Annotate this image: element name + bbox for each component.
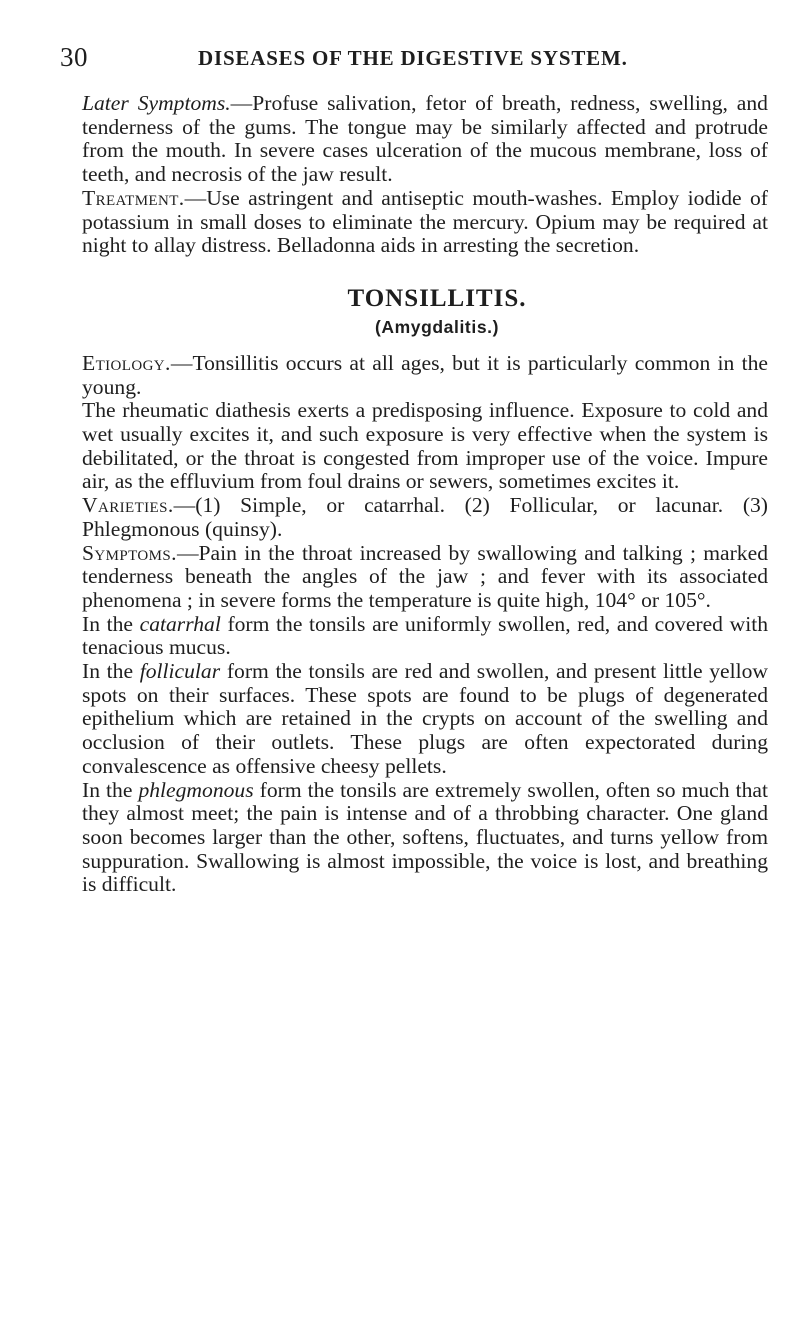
later-symptoms-paragraph [82, 92, 768, 187]
later-symptoms-text: —Profuse salivation, fetor of breath, redness, swelling, and tenderness of the gums. The tongue may be similarly affected and protrude from the mouth. In severe cases ulceration of the mucous membrane, loss of teeth, and necrosis of the jaw result. [82, 91, 768, 187]
varieties-lead: Varieties. [82, 493, 174, 518]
symptoms-lead: Symptoms. [82, 540, 177, 565]
follicular-paragraph [82, 660, 768, 779]
phlegmonous-term: phlegmonous [138, 777, 254, 802]
catarrhal-post: form the tonsils are uniformly swollen, red, and covered with tenacious mucus. [82, 611, 768, 660]
section-subtitle: (Amygdalitis.) [374, 316, 500, 337]
later-symptoms-lead: Later Symptoms. [82, 91, 231, 115]
rheumatic-paragraph [82, 399, 768, 494]
rheumatic-text: The rheumatic diathesis exerts a predisposing influence. Exposure to cold and wet usually excites it, and such exposure is very effective when the system is debilitated, or the throat is congested from improper use of the voice. Impure air, as the effluvium from foul drains or sewers, sometimes excites it. [82, 398, 768, 494]
etiology-lead: Etiology. [82, 350, 171, 375]
symptoms-text: —Pain in the throat increased by swallowing and talking ; marked tenderness beneath the angles of the jaw ; and fever with its associated phenomena ; in severe forms the temperature is quite high, 104° or 105°. [82, 540, 768, 612]
treatment-paragraph [82, 187, 768, 258]
phlegmonous-paragraph [82, 779, 768, 898]
section-title: TONSILLITIS. [347, 284, 527, 312]
etiology-text: —Tonsillitis occurs at all ages, but it is particularly common in the young. [82, 350, 768, 399]
varieties-text: —(1) Simple, or catarrhal. (2) Follicular, or lacunar. (3) Phlegmonous (quinsy). [82, 493, 768, 541]
etiology-paragraph [82, 352, 768, 399]
body-text [82, 92, 768, 897]
phlegmonous-post: form the tonsils are extremely swollen, often so much that they almost meet; the pain is intense and of a throbbing character. One gland soon becomes larger than the other, softens, fluctuates, and turns yellow from suppuration. Swallowing is almost impossible, the voice is lost, and breathing is difficult. [82, 777, 768, 897]
follicular-term: follicular [139, 659, 221, 684]
treatment-text: —Use astringent and antiseptic mouth-washes. Employ iodide of potassium in small doses to eliminate the mercury. Opium may be required at night to allay distress. Belladonna aids in arresting the secretion. [82, 185, 768, 258]
catarrhal-term: catarrhal [139, 611, 221, 636]
varieties-paragraph [82, 494, 768, 541]
symptoms-paragraph [82, 542, 768, 613]
follicular-post: form the tonsils are red and swollen, and present little yellow spots on their surfaces. These spots are found to be plugs of degenerated epithelium which are retained in the crypts on account of the swelling and occlusion of their outlets. These plugs are often expectorated during convalescence as offensive cheesy pellets. [82, 659, 768, 778]
running-head [60, 42, 760, 76]
phlegmonous-pre: In the [82, 777, 139, 802]
catarrhal-pre: In the [82, 611, 140, 636]
follicular-pre: In the [82, 659, 140, 684]
catarrhal-paragraph [82, 613, 768, 660]
running-head-title: DISEASES OF THE DIGESTIVE SYSTEM. [198, 46, 628, 70]
page-number: 30 [60, 42, 88, 72]
treatment-lead: Treatment. [82, 185, 185, 210]
